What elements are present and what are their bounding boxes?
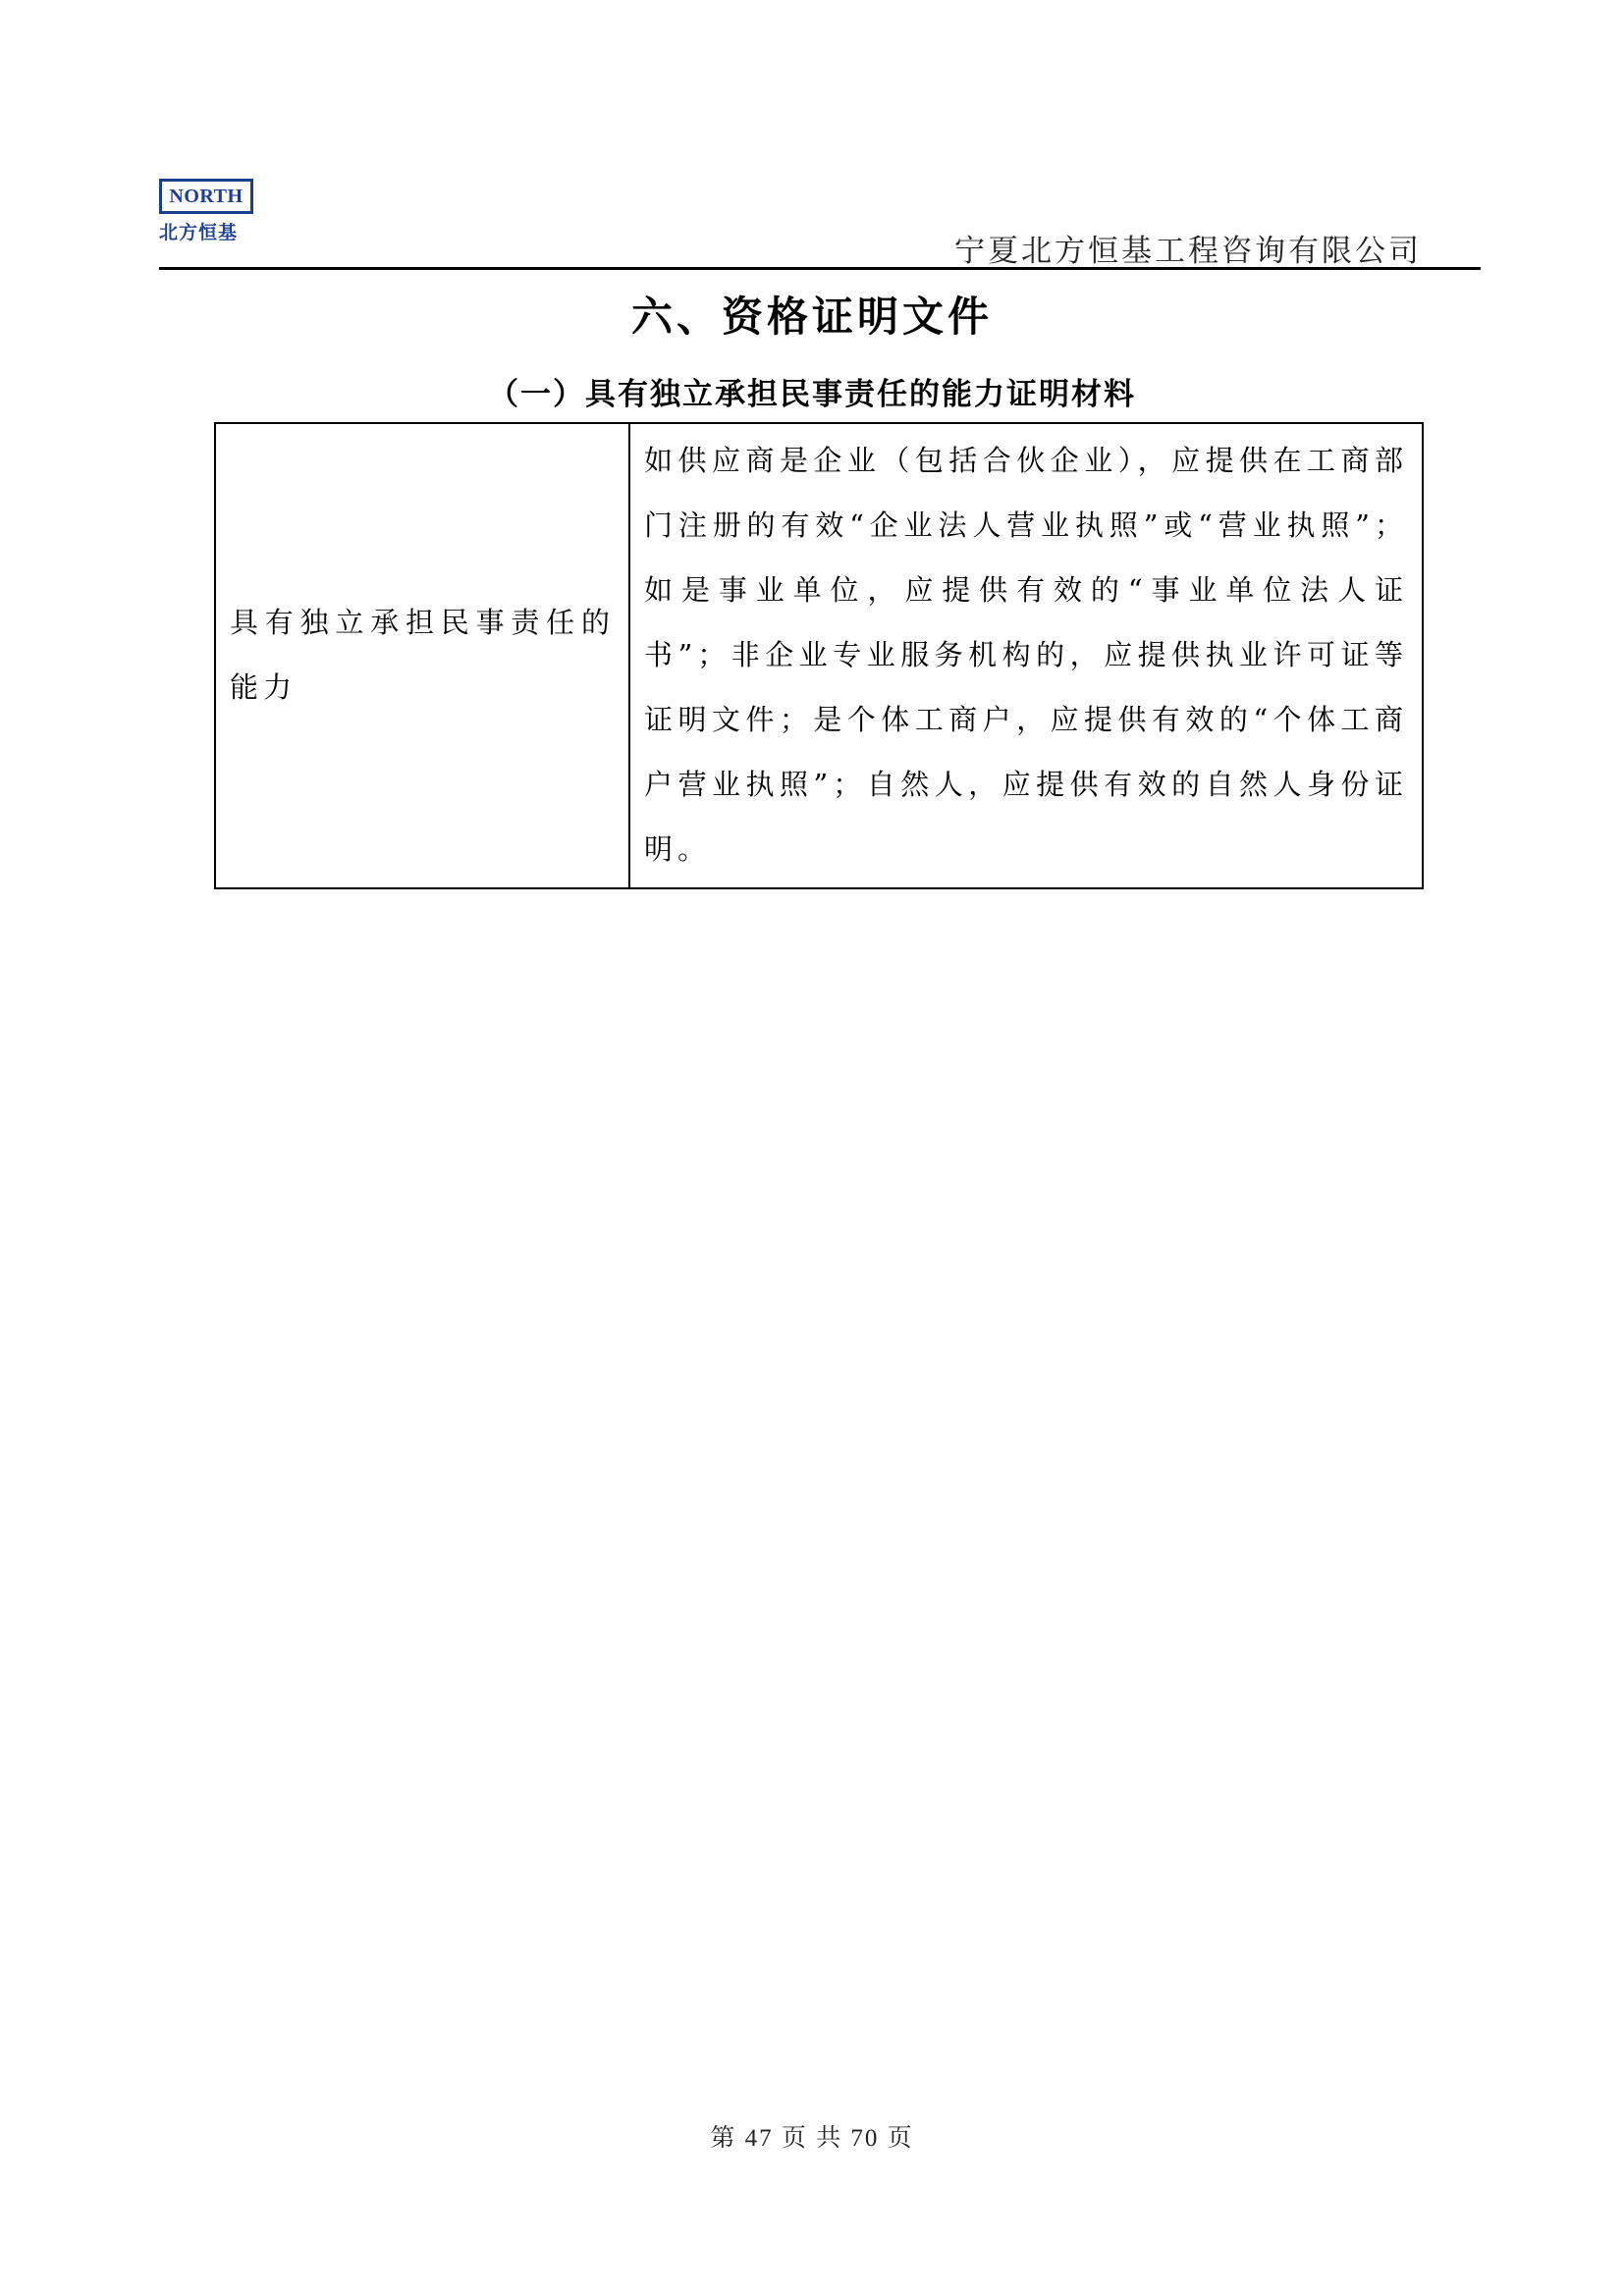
section-title: 六、资格证明文件	[630, 293, 993, 341]
header-divider	[159, 267, 1481, 270]
requirement-cell: 具有独立承担民事责任的能力	[215, 423, 629, 888]
header-company-name: 宁夏北方恒基工程咨询有限公司	[954, 234, 1422, 269]
sub-title: （一）具有独立承担民事责任的能力证明材料	[488, 377, 1136, 412]
qualification-table	[214, 422, 1424, 889]
description-cell: 如供应商是企业（包括合伙企业），应提供在工商部门注册的有效“企业法人营业执照”或“营业执照”；如是事业单位，应提供有效的“事业单位法人证书”；非企业专业服务机构的，应提供执业许可证等证明文件；是个体工商户，应提供有效的“个体工商户营业执照”；自然人，应提供有效的自然人身份证明。	[629, 423, 1423, 888]
logo-chinese-name: 北方恒基	[159, 222, 239, 243]
company-logo	[159, 179, 257, 244]
page-number: 第 47 页 共 70 页	[710, 2125, 914, 2152]
table-row	[215, 423, 1423, 888]
logo-box: NORTH	[159, 179, 253, 214]
